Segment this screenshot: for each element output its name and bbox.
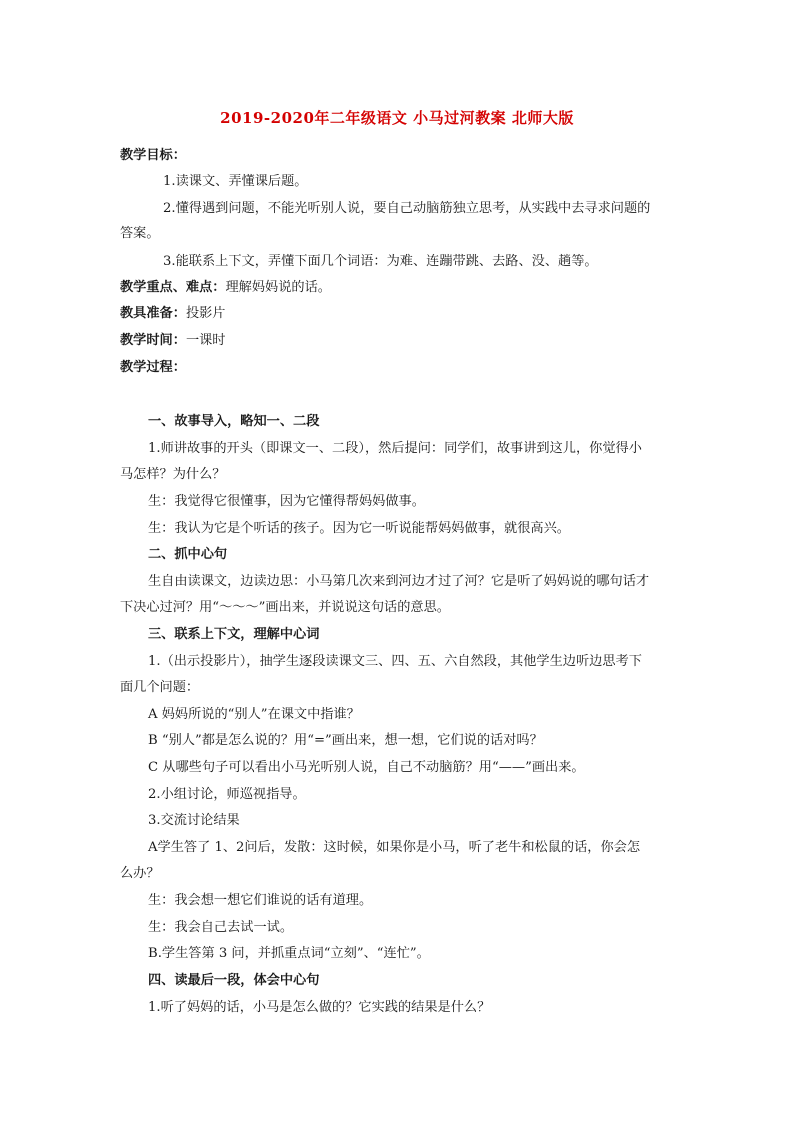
section-2-paragraph-1-line-1: 生自由读课文，边读边思：小马第几次来到河边才过了河？它是听了妈妈说的哪句话才 xyxy=(148,574,650,589)
tools-label: 教具准备： xyxy=(120,306,186,321)
section-3-paragraph-1-line-1: 1.（出示投影片），抽学生逐段读课文三、四、五、六自然段，其他学生边听边思考下 xyxy=(148,654,642,669)
key-points-row xyxy=(120,280,331,296)
section-3-paragraph-4-line-1: A学生答了 1、2问后，发散：这时候，如果你是小马，听了老牛和松鼠的话，你会怎 xyxy=(148,840,641,855)
section-4-heading: 四、读最后一段，体会中心句 xyxy=(148,973,320,988)
section-2-paragraph-1-line-2: 下决心过河？用“～～～”画出来，并说说这句话的意思。 xyxy=(120,600,450,615)
section-3-heading: 三、联系上下文，理解中心词 xyxy=(148,627,320,642)
tools-text: 投影片 xyxy=(185,306,226,321)
section-1-heading: 一、故事导入，略知一、二段 xyxy=(148,414,320,429)
section-3-paragraph-5: 生：我会想一想它们谁说的话有道理。 xyxy=(148,893,373,908)
section-3-paragraph-3: 3.交流讨论结果 xyxy=(148,813,240,828)
time-text: 一课时 xyxy=(185,333,226,348)
section-3-question-a: A 妈妈所说的“别人”在课文中指谁？ xyxy=(148,707,360,722)
section-3-paragraph-7: B.学生答第 3 问，并抓重点词“立刻”、“连忙”。 xyxy=(148,946,430,961)
key-points-label: 教学重点、难点： xyxy=(120,280,226,295)
section-3-paragraph-1-line-2: 面几个问题： xyxy=(120,680,200,695)
section-3-question-c: C 从哪些句子可以看出小马光听别人说，自己不动脑筋？用“——”画出来。 xyxy=(148,760,585,775)
key-points-text: 理解妈妈说的话。 xyxy=(225,280,331,295)
goal-item-3: 3.能联系上下文，弄懂下面几个词语：为难、连蹦带跳、去路、没、趟等。 xyxy=(163,254,598,269)
document-title: 2019-2020年二年级语文 小马过河教案 北师大版 xyxy=(220,109,574,127)
tools-row xyxy=(120,306,226,322)
section-3-paragraph-6: 生：我会自己去试一试。 xyxy=(148,920,294,935)
time-label: 教学时间： xyxy=(120,333,186,348)
goal-item-2-line-1: 2.懂得遇到问题，不能光听别人说，要自己动脑筋独立思考，从实践中去寻求问题的 xyxy=(163,201,651,216)
goals-heading: 教学目标： xyxy=(120,148,186,163)
section-1-paragraph-1-line-2: 马怎样？为什么？ xyxy=(120,467,226,482)
section-1-paragraph-3: 生：我认为它是个听话的孩子。因为它一听说能帮妈妈做事，就很高兴。 xyxy=(148,521,570,536)
time-row xyxy=(120,333,226,349)
goal-item-1: 1.读课文、弄懂课后题。 xyxy=(163,174,308,189)
section-3-question-b: B “别人”都是怎么说的？用“=”画出来，想一想，它们说的话对吗？ xyxy=(148,733,543,748)
section-3-paragraph-2: 2.小组讨论，师巡视指导。 xyxy=(148,787,306,802)
section-1-paragraph-2: 生：我觉得它很懂事，因为它懂得帮妈妈做事。 xyxy=(148,494,425,509)
goal-item-2-line-2: 答案。 xyxy=(120,226,160,241)
section-1-paragraph-1-line-1: 1.师讲故事的开头（即课文一、二段），然后提问：同学们，故事讲到这儿，你觉得小 xyxy=(148,441,642,456)
process-heading: 教学过程： xyxy=(120,360,186,375)
section-2-heading: 二、抓中心句 xyxy=(148,547,228,562)
section-4-paragraph-1: 1.听了妈妈的话，小马是怎么做的？它实践的结果是什么？ xyxy=(148,1000,491,1015)
section-3-paragraph-4-line-2: 么办？ xyxy=(120,866,160,881)
